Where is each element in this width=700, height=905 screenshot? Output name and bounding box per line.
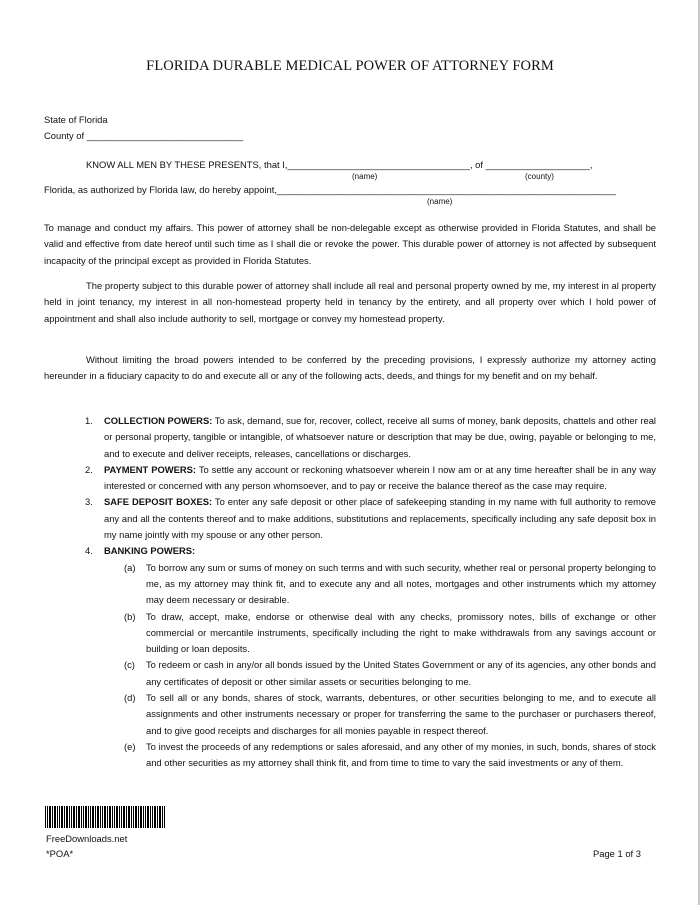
power-heading: PAYMENT POWERS: (104, 463, 197, 475)
power-text: To settle any account or reckoning whatsoever wherein I now am or at any time hereafter shall be in any way interested or concerned with any person whomsoever, and to pay or receive the balance thereof as the case may require. (104, 463, 656, 492)
sub-list-item (124, 739, 656, 772)
document-title: FLORIDA DURABLE MEDICAL POWER OF ATTORNEY FORM (146, 58, 554, 74)
sub-list-item (124, 560, 656, 609)
sub-list-item (124, 609, 656, 658)
banking-subitems (104, 560, 656, 772)
power-text: To enter any safe deposit or other place of safekeeping standing in my name with full authority to remove any and all the contents thereof and to make additions, substitutions and replacements, specifically including any safe deposit box in my name jointly with my spouse or any other person. (104, 496, 657, 541)
name-label: (name) (352, 172, 378, 181)
list-item (85, 494, 657, 543)
paragraph-powers-intro-text: Without limiting the broad powers intended to be conferred by the preceding provisions, I expressly authorize my attorney acting hereunder in a fiduciary capacity to do and execute all or any of the following acts, deeds, and things for my benefit and on my behalf. (44, 354, 656, 382)
list-number: 4. (85, 545, 93, 557)
list-item (85, 413, 656, 462)
page-number: Page 1 of 3 (593, 848, 641, 859)
state-line: State of Florida (44, 114, 108, 125)
sub-letter: (d) (124, 692, 136, 704)
sub-text: To redeem or cash in any/or all bonds issued by the United States Government or any of its agencies, any other bonds and any certificates of deposit or other similar assets or securities belonging to me. (146, 659, 656, 687)
sub-letter: (e) (124, 740, 136, 752)
list-item (85, 462, 656, 495)
list-number: 3. (85, 496, 93, 508)
sub-letter: (c) (124, 659, 135, 671)
sub-text: To draw, accept, make, endorse or otherwise deal with any checks, promissory notes, bills of exchange or other commercial or mercantile instruments, specifically including the right to make withdrawals from any savings account or building or loan deposits. (146, 610, 656, 655)
sub-list-item (124, 657, 656, 690)
sub-text: To borrow any sum or sums of money on such terms and with such security, whether real or personal property belonging to me, as my attorney may think fit, and to execute any and all notes, mortgages and other instruments which my attorney may deem necessary or desirable. (146, 561, 656, 606)
know-all-men-line: KNOW ALL MEN BY THESE PRESENTS, that I,___________________________________, of ____________________, (86, 159, 593, 170)
appoint-line: Florida, as authorized by Florida law, do hereby appoint,_________________________________________________________________ (44, 184, 616, 195)
sub-letter: (b) (124, 610, 136, 622)
paragraph-property (44, 278, 656, 327)
sub-letter: (a) (124, 561, 136, 573)
county-line: County of ______________________________ (44, 130, 244, 141)
list-number: 2. (85, 463, 93, 475)
paragraph-manage: To manage and conduct my affairs. This power of attorney shall be non-delegable except as otherwise provided in Florida Statutes, and shall be valid and effective from date hereof until such time as I shall die or revoke the power. This durable power of attorney is not affected by subsequent incapacity of the principal except as provided in Florida Statutes. (44, 222, 656, 266)
sub-text: To invest the proceeds of any redemptions or sales aforesaid, and any other of my monies, in such, bonds, shares of stock and other securities as my attorney shall think fit, and from time to time to vary the said investments or any of them. (146, 740, 656, 769)
paragraph-property-text: The property subject to this durable power of attorney shall include all real and personal property owned by me, my interest in al property held in joint tenancy, my interest in all non-homestead property held in tenancy by the entirety, and all property over which I hold power of appointment and shall also include authority to sell, mortgage or convey my homestead property. (44, 280, 656, 324)
footer-code: *POA* (46, 848, 74, 859)
power-heading: SAFE DEPOSIT BOXES: (104, 496, 213, 508)
barcode-image (45, 806, 165, 828)
paragraph-powers-intro (44, 352, 656, 385)
list-number: 1. (85, 415, 93, 426)
county-label: (county) (525, 172, 554, 181)
footer-site: FreeDownloads.net (46, 833, 128, 844)
attorney-name-label: (name) (427, 197, 453, 206)
powers-list (85, 413, 657, 772)
power-heading: BANKING POWERS: (104, 545, 196, 557)
sub-list-item (124, 690, 656, 739)
sub-text: To sell all or any bonds, shares of stock, warrants, debentures, or other securities belonging to me, and to execute all assignments and other instruments necessary or proper for transferring the same to the purchaser or purchasers thereof, and to give good receipts and discharges for all monies payable in respect thereof. (146, 692, 656, 736)
list-item (85, 543, 656, 771)
power-text: To ask, demand, sue for, recover, collect, receive all sums of money, bank deposits, chattels and other real or personal property, tangible or intangible, of whatsoever nature or description that may be due, owing, payable or belonging to me, and to execute and deliver receipts, releases, cancellations or discharges. (104, 415, 656, 459)
power-heading: COLLECTION POWERS: (104, 415, 213, 426)
